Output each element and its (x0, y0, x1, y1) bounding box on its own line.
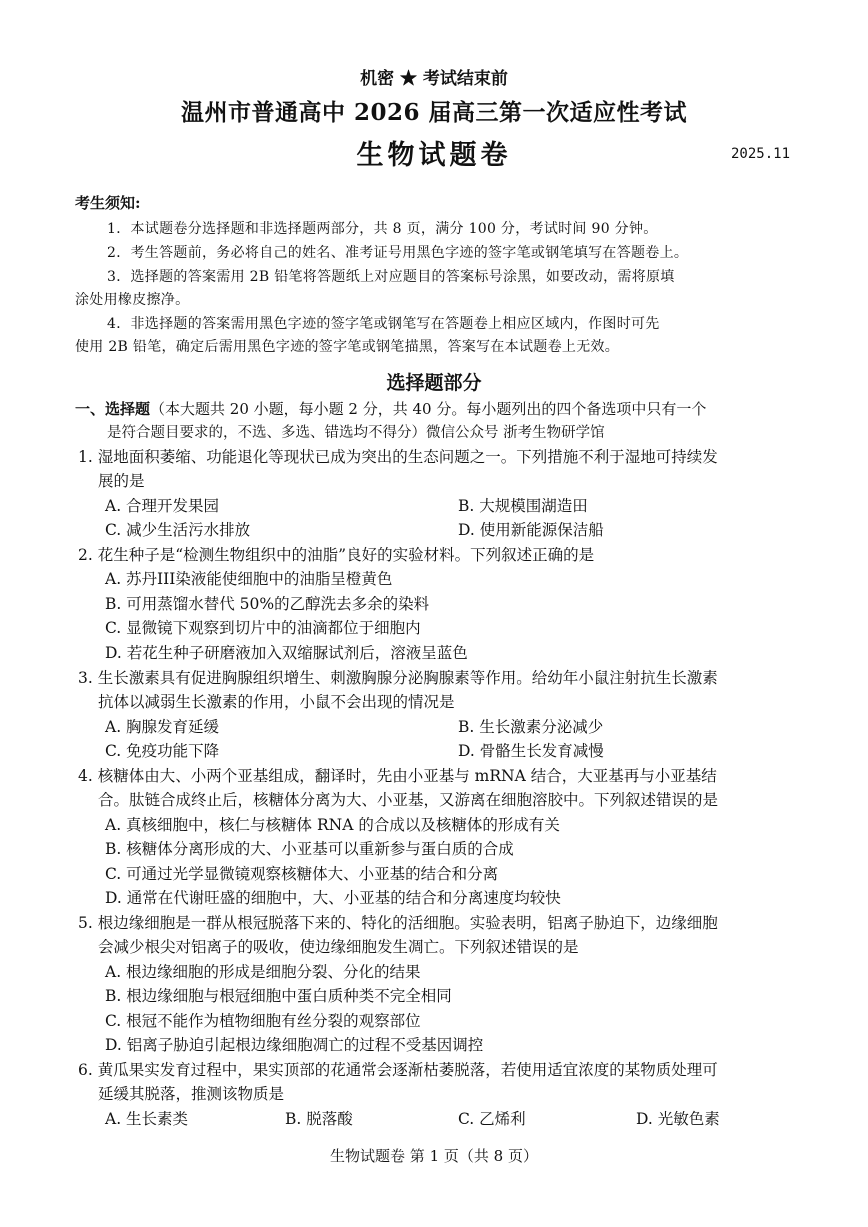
option-a: A. 真核细胞中，核仁与核糖体 RNA 的合成以及核糖体的形成有关 (105, 816, 560, 834)
question-stem: 5. 根边缘细胞是一群从根冠脱落下来的、特化的活细胞。实验表明，铝离子胁迫下，边缘细胞 (78, 914, 718, 932)
part-desc: （本大题共 20 小题，每小题 2 分，共 40 分。每小题列出的四个备选项中只有一个 (150, 400, 707, 418)
page-footer: 生物试题卷 第 1 页（共 8 页） (330, 1147, 538, 1165)
option-b: B. 可用蒸馏水替代 50%的乙醇洗去多余的染料 (105, 595, 430, 613)
section-title: 选择题部分 (386, 372, 482, 394)
question-stem: 2. 花生种子是“检测生物组织中的油脂”良好的实验材料。下列叙述正确的是 (78, 546, 595, 564)
option-d: D. 光敏色素 (636, 1110, 720, 1128)
option-c: C. 减少生活污水排放 (105, 521, 251, 539)
question-stem-cont: 延缓其脱落，推测该物质是 (98, 1085, 285, 1103)
option-c: C. 根冠不能作为植物细胞有丝分裂的观察部位 (105, 1012, 421, 1030)
option-d: D. 使用新能源保洁船 (458, 521, 604, 539)
option-a: A. 苏丹III染液能使细胞中的油脂呈橙黄色 (105, 570, 393, 588)
part-desc-cont: 是符合题目要求的，不选、多选、错选均不得分）微信公众号 浙考生物研学馆 (107, 425, 605, 441)
option-d: D. 铝离子胁迫引起根边缘细胞凋亡的过程不受基因调控 (105, 1036, 484, 1054)
option-c: C. 乙烯利 (458, 1110, 526, 1128)
option-d: D. 若花生种子研磨液加入双缩脲试剂后，溶液呈蓝色 (105, 644, 468, 662)
option-b: B. 生长激素分泌减少 (458, 718, 604, 736)
option-b: B. 脱落酸 (285, 1110, 353, 1128)
option-c: C. 显微镜下观察到切片中的油滴都位于细胞内 (105, 619, 421, 637)
question-stem: 3. 生长激素具有促进胸腺组织增生、刺激胸腺分泌胸腺素等作用。给幼年小鼠注射抗生长激素 (78, 669, 718, 687)
notice-line: 2．考生答题前，务必将自己的姓名、准考证号用黑色字迹的签字笔或钢笔填写在答题卷上。 (107, 245, 689, 261)
question-stem: 1. 湿地面积萎缩、功能退化等现状已成为突出的生态问题之一。下列措施不利于湿地可持续发 (78, 448, 718, 466)
option-c: C. 可通过光学显微镜观察核糖体大、小亚基的结合和分离 (105, 865, 499, 883)
part-title: 一、选择题 (75, 400, 151, 418)
question-stem: 6. 黄瓜果实发育过程中，果实顶部的花通常会逐渐枯萎脱落，若使用适宜浓度的某物质处理可 (78, 1061, 718, 1079)
confidential-label: 机密 ★ 考试结束前 (360, 69, 508, 89)
option-a: A. 胸腺发育延缓 (105, 718, 220, 736)
notice-line: 4．非选择题的答案需用黑色字迹的签字笔或钢笔写在答题卷上相应区域内，作图时可先 (107, 316, 660, 332)
option-b: B. 核糖体分离形成的大、小亚基可以重新参与蛋白质的合成 (105, 840, 514, 858)
option-a: A. 生长素类 (105, 1110, 189, 1128)
question-stem-cont: 抗体以减弱生长激素的作用，小鼠不会出现的情况是 (98, 693, 455, 711)
option-d: D. 骨骼生长发育减慢 (458, 742, 604, 760)
question-stem-cont: 展的是 (98, 472, 145, 490)
notice-heading: 考生须知: (75, 194, 141, 212)
option-a: A. 合理开发果园 (105, 497, 220, 515)
exam-date: 2025.11 (731, 146, 791, 162)
option-d: D. 通常在代谢旺盛的细胞中，大、小亚基的结合和分离速度均较快 (105, 889, 561, 907)
question-stem-cont: 会减少根尖对铝离子的吸收，使边缘细胞发生凋亡。下列叙述错误的是 (98, 938, 579, 956)
option-a: A. 根边缘细胞的形成是细胞分裂、分化的结果 (105, 963, 421, 981)
part-heading (75, 398, 706, 419)
notice-line: 涂处用橡皮擦净。 (75, 292, 190, 308)
notice-line: 使用 2B 铅笔，确定后需用黑色字迹的签字笔或钢笔描黑，答案写在本试题卷上无效。 (75, 339, 620, 355)
question-stem: 4. 核糖体由大、小两个亚基组成，翻译时，先由小亚基与 mRNA 结合，大亚基再与小亚基结 (78, 767, 717, 785)
subject-title: 生物试题卷 (356, 140, 512, 171)
notice-line: 1．本试题卷分选择题和非选择题两部分，共 8 页，满分 100 分，考试时间 90 分钟。 (107, 221, 658, 237)
option-c: C. 免疫功能下降 (105, 742, 220, 760)
option-b: B. 根边缘细胞与根冠细胞中蛋白质种类不完全相同 (105, 987, 452, 1005)
option-b: B. 大规模围湖造田 (458, 497, 588, 515)
notice-line: 3．选择题的答案需用 2B 铅笔将答题纸上对应题目的答案标号涂黑，如要改动，需将原填 (107, 269, 675, 285)
exam-title: 温州市普通高中 2026 届高三第一次适应性考试 (180, 99, 688, 126)
question-stem-cont: 合。肽链合成终止后，核糖体分离为大、小亚基，又游离在细胞溶胶中。下列叙述错误的是 (98, 791, 719, 809)
